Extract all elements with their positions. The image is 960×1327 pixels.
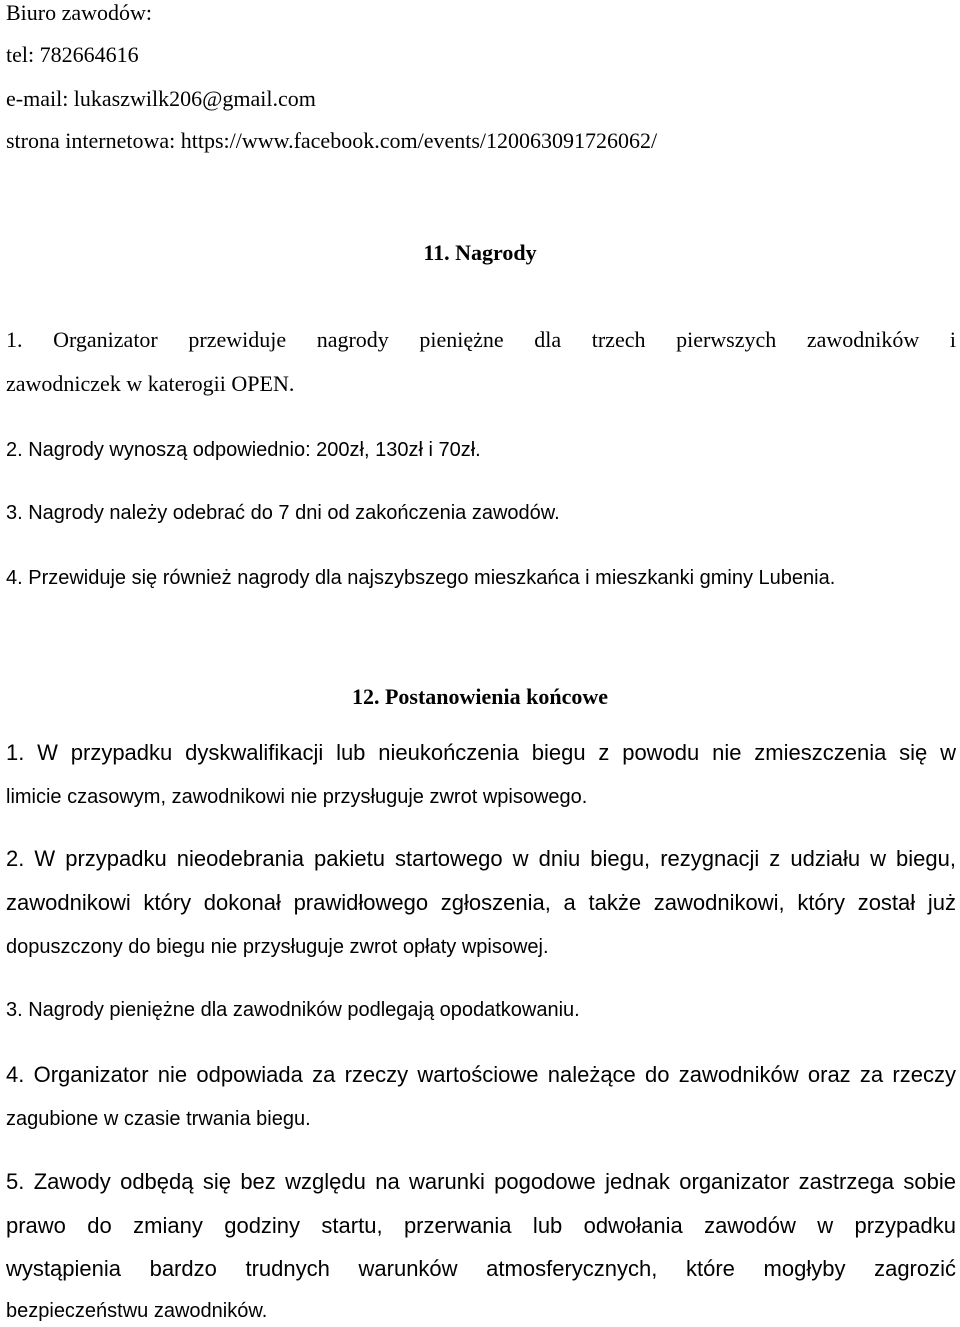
section-11-item-3: 3. Nagrody należy odebrać do 7 dni od zakończenia zawodów. xyxy=(6,502,560,524)
section-12-item-5-line-1: 5. Zawody odbędą się bez względu na warunki pogodowe jednak organizator zastrzega sobie xyxy=(6,1169,956,1194)
section-12-item-2-line-2: zawodnikowi który dokonał prawidłowego zgłoszenia, a także zawodnikowi, który został już xyxy=(6,890,956,915)
section-12-item-3: 3. Nagrody pieniężne dla zawodników podlegają opodatkowaniu. xyxy=(6,999,580,1021)
section-12-item-1-line-1: 1. W przypadku dyskwalifikacji lub nieukończenia biegu z powodu nie zmieszczenia się w xyxy=(6,740,956,765)
office-label: Biuro zawodów: xyxy=(6,0,153,25)
website-text: strona internetowa: https://www.facebook.com/events/120063091726062/ xyxy=(6,128,658,153)
section-12-item-5-line-3: wystąpienia bardzo trudnych warunków atmosferycznych, które mogłyby zagrozić xyxy=(6,1256,956,1281)
section-12-title: 12. Postanowienia końcowe xyxy=(351,684,609,709)
section-11-item-2: 2. Nagrody wynoszą odpowiednio: 200zł, 130zł i 70zł. xyxy=(6,439,481,461)
section-12-item-5-line-2: prawo do zmiany godziny startu, przerwania lub odwołania zawodów w przypadku xyxy=(6,1213,956,1238)
section-12-item-2-line-1: 2. W przypadku nieodebrania pakietu startowego w dniu biegu, rezygnacji z udziału w biegu, xyxy=(6,846,956,871)
section-11-item-1-line-1: 1. Organizator przewiduje nagrody pieniężne dla trzech pierwszych zawodników i xyxy=(6,327,956,352)
email-text: e-mail: lukaszwilk206@gmail.com xyxy=(6,86,316,111)
section-11-item-1-line-2: zawodniczek w katerogii OPEN. xyxy=(6,371,295,396)
phone-text: tel: 782664616 xyxy=(6,42,139,67)
section-11-item-4: 4. Przewiduje się również nagrody dla najszybszego mieszkańca i mieszkanki gminy Lubenia. xyxy=(6,567,836,589)
section-11-title: 11. Nagrody xyxy=(423,240,537,265)
section-12-item-4-line-1: 4. Organizator nie odpowiada za rzeczy wartościowe należące do zawodników oraz za rzeczy xyxy=(6,1062,956,1087)
section-12-item-1-line-2: limicie czasowym, zawodnikowi nie przysługuje zwrot wpisowego. xyxy=(6,786,588,808)
section-12-item-4-line-2: zagubione w czasie trwania biegu. xyxy=(6,1108,311,1130)
section-12-item-2-line-3: dopuszczony do biegu nie przysługuje zwrot opłaty wpisowej. xyxy=(6,936,549,958)
section-12-item-5-line-4: bezpieczeństwu zawodników. xyxy=(6,1300,268,1322)
